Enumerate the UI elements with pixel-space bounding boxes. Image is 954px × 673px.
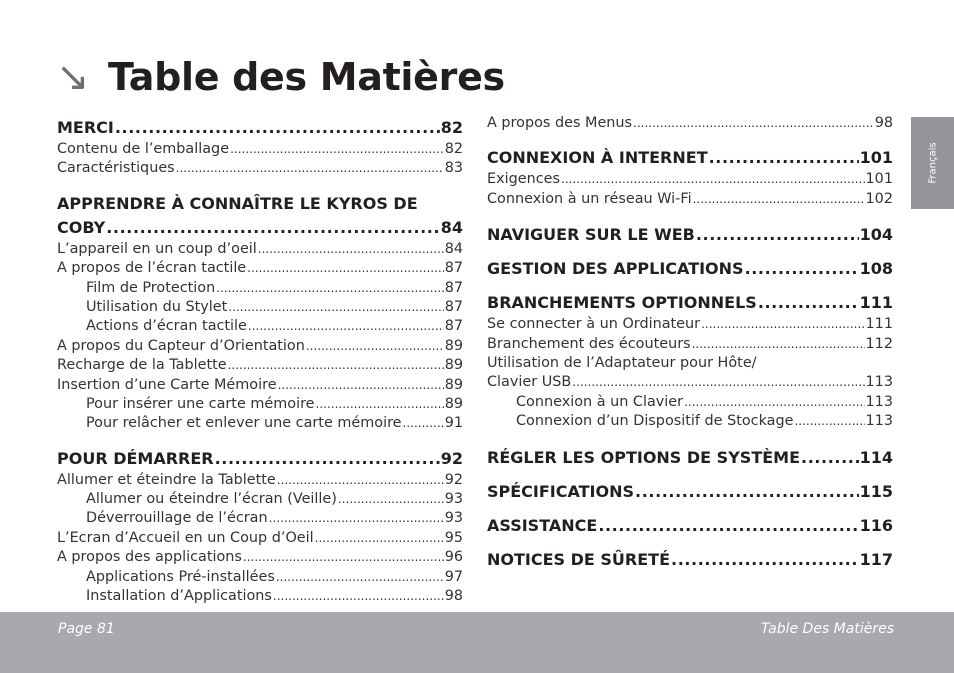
toc-entry[interactable] <box>57 159 463 178</box>
dot-leader <box>247 259 444 278</box>
dot-leader <box>316 395 444 414</box>
toc-entry[interactable] <box>487 114 893 133</box>
toc-page-number: 102 <box>865 190 893 207</box>
toc-entry-title: Film de Protection <box>86 279 216 296</box>
toc-entry-title: Connexion à un réseau Wi-Fi <box>487 190 692 207</box>
toc-page-number: 89 <box>444 337 463 354</box>
toc-page-number: 95 <box>444 529 463 546</box>
toc-entry-title: Connexion à un Clavier <box>516 393 684 410</box>
toc-entry-title: Contenu de l’emballage <box>57 141 230 157</box>
toc-entry-title: A propos des Menus <box>487 115 633 131</box>
dot-leader <box>276 568 444 587</box>
toc-page-number: 96 <box>444 549 463 566</box>
toc-heading[interactable] <box>487 514 893 538</box>
dot-leader <box>277 471 444 490</box>
toc-page-number: 97 <box>444 568 463 585</box>
toc-page-number: 117 <box>859 549 893 569</box>
toc-subentry[interactable] <box>57 317 463 336</box>
toc-entry-title: SPÉCIFICATIONS <box>487 481 635 501</box>
toc-entry[interactable] <box>487 335 893 354</box>
toc-page-number: 113 <box>865 393 893 410</box>
dot-leader <box>243 548 444 567</box>
arrow-down-right-icon: ↘ <box>56 54 90 100</box>
toc-entry-title: Branchement des écouteurs <box>487 335 691 352</box>
toc-page-number: 113 <box>865 374 893 391</box>
toc-page-number: 91 <box>444 415 463 432</box>
dot-leader <box>248 317 444 336</box>
toc-page-number: 87 <box>444 298 463 315</box>
toc-page-number: 113 <box>865 413 893 430</box>
toc-entry-title: NOTICES DE SÛRETÉ <box>487 549 671 569</box>
toc-heading[interactable] <box>487 548 893 572</box>
toc-page-number: 84 <box>444 240 463 257</box>
spacer <box>57 179 463 192</box>
toc-entry[interactable] <box>57 529 463 548</box>
toc-entry[interactable] <box>487 315 893 334</box>
spacer <box>487 504 893 514</box>
toc-heading[interactable] <box>57 216 463 240</box>
toc-subentry[interactable] <box>57 568 463 587</box>
toc-entry-title: A propos du Capteur d’Orientation <box>57 337 305 354</box>
toc-page-number: 114 <box>859 447 893 467</box>
dot-leader <box>692 335 865 354</box>
toc-entry-title: Pour relâcher et enlever une carte mémoire <box>86 415 402 432</box>
toc-entry-title: APPRENDRE À CONNAÎTRE LE KYROS DE <box>57 193 418 213</box>
toc-entry[interactable] <box>57 356 463 375</box>
toc-page-number: 98 <box>444 588 463 605</box>
dot-leader <box>635 480 859 504</box>
page-number: Page 81 <box>58 621 115 637</box>
toc-entry-title: MERCI <box>57 118 114 137</box>
toc-page-number: 89 <box>444 376 463 393</box>
toc-subentry[interactable] <box>487 393 893 412</box>
toc-entry-title: POUR DÉMARRER <box>57 448 214 468</box>
dot-leader <box>684 393 864 412</box>
dot-leader <box>745 257 859 281</box>
toc-page-number: 101 <box>859 148 893 168</box>
toc-entry-title: COBY <box>57 217 106 237</box>
toc-page-number: 83 <box>444 160 463 177</box>
dot-leader <box>696 223 859 247</box>
toc-entry-title: Insertion d’une Carte Mémoire <box>57 376 277 393</box>
toc-entry-title: RÉGLER LES OPTIONS DE SYSTÈME <box>487 447 801 467</box>
toc-heading[interactable] <box>487 446 893 470</box>
toc-heading[interactable] <box>487 223 893 247</box>
toc-page-number: 111 <box>859 293 893 313</box>
toc-subentry[interactable] <box>57 587 463 606</box>
toc-entry-title: Utilisation du Stylet <box>86 298 228 315</box>
toc-entry-title: Installation d’Applications <box>86 588 272 605</box>
language-tab <box>911 117 954 209</box>
toc-page-number: 89 <box>444 395 463 412</box>
toc-subentry[interactable] <box>57 395 463 414</box>
dot-leader <box>115 116 440 140</box>
toc-entry-title: GESTION DES APPLICATIONS <box>487 259 744 279</box>
toc-entry-title: Déverrouillage de l’écran <box>86 510 268 527</box>
page-title-block <box>56 46 505 108</box>
toc-entry-title: Caractéristiques <box>57 160 175 177</box>
toc-entry-title: Utilisation de l’Adaptateur pour Hôte/ <box>487 354 757 371</box>
spacer <box>487 133 893 146</box>
toc-entry[interactable] <box>57 337 463 356</box>
dot-leader <box>403 414 444 433</box>
toc-entry-title: L’appareil en un coup d’oeil <box>57 240 257 257</box>
dot-leader <box>228 356 444 375</box>
toc-left-column <box>57 116 463 606</box>
dot-leader <box>230 140 444 159</box>
dot-leader <box>216 279 444 298</box>
toc-page-number: 93 <box>444 510 463 527</box>
toc-entry-title: Actions d’écran tactile <box>86 318 247 335</box>
spacer <box>487 209 893 223</box>
toc-subentry[interactable] <box>57 490 463 509</box>
dot-leader <box>269 509 444 528</box>
toc-page-number: 87 <box>444 260 463 277</box>
dot-leader <box>273 587 444 606</box>
toc-heading[interactable] <box>487 257 893 281</box>
toc-page-number: 82 <box>444 141 463 157</box>
dot-leader <box>258 240 444 259</box>
toc-entry[interactable] <box>487 373 893 392</box>
toc-page-number: 87 <box>444 279 463 296</box>
toc-heading[interactable] <box>487 291 893 315</box>
dot-leader <box>315 529 444 548</box>
dot-leader <box>801 446 859 470</box>
dot-leader <box>106 216 439 240</box>
toc-entry-title: ASSISTANCE <box>487 515 598 535</box>
toc-entry-title: Applications Pré-installées <box>86 568 275 585</box>
toc-subentry[interactable] <box>57 414 463 433</box>
toc-entry[interactable] <box>57 548 463 567</box>
toc-entry[interactable] <box>57 240 463 259</box>
toc-entry-title: BRANCHEMENTS OPTIONNELS <box>487 293 757 313</box>
toc-entry[interactable] <box>57 140 463 159</box>
toc-page-number: 104 <box>859 225 893 245</box>
toc-entry-title: NAVIGUER SUR LE WEB <box>487 225 695 245</box>
dot-leader <box>671 548 859 572</box>
toc-entry[interactable] <box>57 376 463 395</box>
dot-leader <box>709 146 859 170</box>
toc-page-number: 101 <box>865 171 893 188</box>
toc-heading[interactable] <box>57 447 463 471</box>
toc-subentry[interactable] <box>57 509 463 528</box>
toc-page-number: 87 <box>444 318 463 335</box>
toc-entry-title: Allumer ou éteindre l’écran (Veille) <box>86 491 337 508</box>
toc-subentry[interactable] <box>57 298 463 317</box>
toc-entry-title: Se connecter à un Ordinateur <box>487 316 701 333</box>
spacer <box>487 538 893 548</box>
page-title: Table des Matières <box>108 55 505 99</box>
toc-entry[interactable] <box>57 259 463 278</box>
toc-entry[interactable] <box>487 354 893 373</box>
toc-page-number: 92 <box>444 471 463 488</box>
toc-page-number: 92 <box>440 448 463 468</box>
toc-right-column <box>487 114 893 572</box>
toc-page-number: 108 <box>859 259 893 279</box>
toc-page-number: 112 <box>865 335 893 352</box>
toc-page-number: 115 <box>859 481 893 501</box>
toc-subentry[interactable] <box>487 412 893 431</box>
toc-subentry[interactable] <box>57 279 463 298</box>
toc-entry-title: Recharge de la Tablette <box>57 357 227 374</box>
spacer <box>487 281 893 291</box>
toc-entry-title: Pour insérer une carte mémoire <box>86 395 315 412</box>
toc-entry-title: Exigences <box>487 171 560 188</box>
toc-page-number: 111 <box>865 316 893 333</box>
toc-page-number: 98 <box>874 115 893 131</box>
footer-section-title: Table Des Matières <box>761 621 894 637</box>
toc-page-number: 93 <box>444 491 463 508</box>
toc-heading[interactable] <box>487 480 893 504</box>
dot-leader <box>598 514 858 538</box>
page-footer <box>0 612 954 673</box>
toc-page-number: 89 <box>444 357 463 374</box>
toc-entry-title: A propos de l’écran tactile <box>57 260 247 277</box>
dot-leader <box>306 337 444 356</box>
toc-entry-title: Connexion d’un Dispositif de Stockage <box>516 413 794 430</box>
toc-heading[interactable] <box>57 116 463 140</box>
toc-heading[interactable] <box>57 192 463 216</box>
dot-leader <box>794 412 864 431</box>
spacer <box>487 247 893 257</box>
toc-entry-title: Clavier USB <box>487 374 572 391</box>
dot-leader <box>701 315 864 334</box>
dot-leader <box>228 298 443 317</box>
spacer <box>487 470 893 480</box>
toc-page-number: 82 <box>440 118 463 137</box>
toc-entry-title: A propos des applications <box>57 549 242 566</box>
dot-leader <box>215 447 440 471</box>
language-tab-label: Français <box>927 142 938 184</box>
spacer <box>487 432 893 446</box>
dot-leader <box>758 291 859 315</box>
toc-heading[interactable] <box>487 146 893 170</box>
dot-leader <box>176 159 444 178</box>
dot-leader <box>572 373 864 392</box>
toc-entry-title: L’Ecran d’Accueil en un Coup d’Oeil <box>57 529 314 546</box>
dot-leader <box>278 376 444 395</box>
toc-entry[interactable] <box>487 190 893 209</box>
toc-entry[interactable] <box>487 170 893 189</box>
dot-leader <box>561 170 865 189</box>
dot-leader <box>693 190 865 209</box>
toc-page-number: 116 <box>859 515 893 535</box>
spacer <box>57 434 463 447</box>
toc-entry-title: Allumer et éteindre la Tablette <box>57 471 276 488</box>
dot-leader <box>338 490 444 509</box>
toc-entry[interactable] <box>57 471 463 490</box>
toc-page-number: 84 <box>440 217 463 237</box>
dot-leader <box>633 114 874 133</box>
toc-entry-title: CONNEXION À INTERNET <box>487 148 708 168</box>
